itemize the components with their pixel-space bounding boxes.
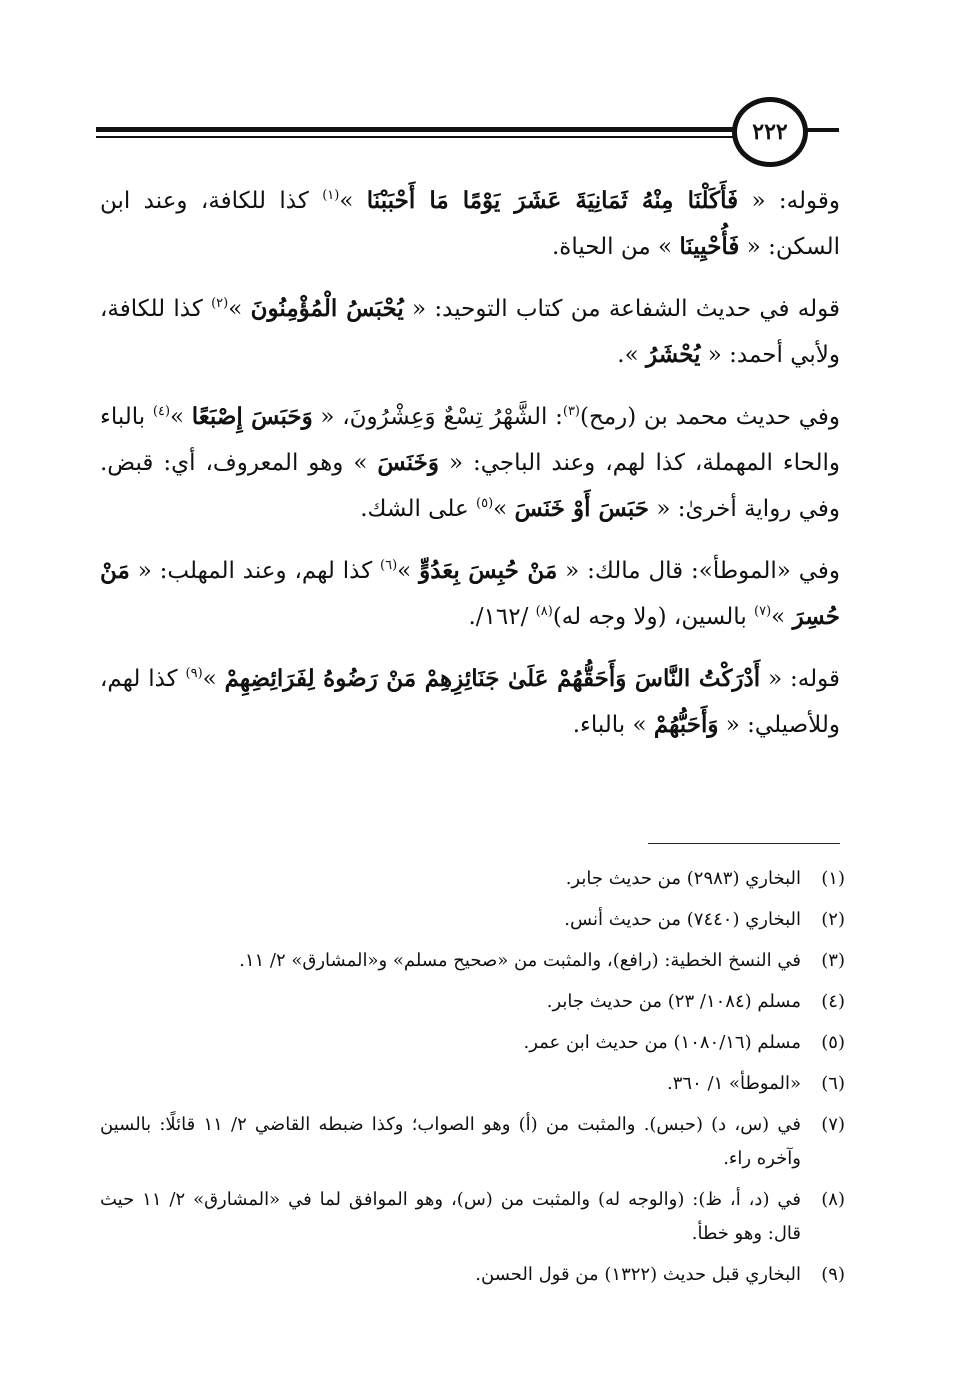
footnote-ref: (٦) (380, 558, 398, 573)
paragraph-text: كذا لهم، وعند المهلب: « (129, 558, 381, 584)
quoted-hadith-text: وَخَنَسَ (377, 449, 439, 476)
paragraph-text: على الشك. (360, 496, 476, 522)
footnote-number: (٢) (821, 909, 845, 930)
paragraph-text: كذا لهم، وللأصيلي: « (100, 666, 840, 738)
paragraph (100, 286, 840, 378)
paragraph-text: » (493, 496, 515, 522)
footnote-ref: (٥) (476, 496, 494, 511)
footnote-item (100, 862, 845, 896)
footnote-ref: (٣) (562, 404, 580, 419)
paragraph-text: وفي «الموطأ»: قال مالك: « (557, 558, 840, 584)
footnote-ref: (٨) (535, 604, 553, 619)
footnote-item (100, 1067, 845, 1101)
paragraph-text: » (339, 188, 367, 214)
page-number: ٢٢٢ (732, 97, 808, 167)
paragraph-text: كذا للكافة، ولأبي أحمد: « (100, 296, 840, 368)
paragraph-text: بالسين، (ولا وجه له) (552, 604, 755, 630)
footnote-ref: (١) (322, 188, 340, 203)
paragraph-text: وفي حديث محمد بن (رمح) (580, 404, 840, 430)
paragraph-text: كذا للكافة، وعند ابن السكن: « (100, 188, 840, 260)
footnotes (100, 862, 845, 1299)
footnote-item (100, 1108, 845, 1176)
paragraph-text: ». (617, 342, 646, 368)
footnote-number: (٦) (821, 1073, 845, 1094)
paragraph (100, 548, 840, 640)
footnote-text: مسلم (١٠٨٠/١٦) من حديث ابن عمر. (523, 1032, 801, 1053)
paragraph-text: » (771, 604, 793, 630)
quoted-hadith-text: وَأَحَبُّهُمْ (653, 711, 719, 738)
footnote-text: في (د، أ، ظ): (والوجه له) والمثبت من (س)، وهو الموافق لما في «المشارق» ٢/ ١١ حيث قال: وهو خطأ. (100, 1189, 801, 1244)
footnote-item (100, 1026, 845, 1060)
paragraph-text: » (170, 404, 192, 430)
header-rule-thick (96, 127, 739, 132)
footnote-text: في النسخ الخطية: (رافع)، والمثبت من «صحيح مسلم» و«المشارق» ٢/ ١١. (239, 950, 801, 971)
quoted-hadith-text: مَنْ حُسِرَ (100, 557, 840, 630)
footnote-separator (648, 843, 840, 844)
footnote-item (100, 944, 845, 978)
footnote-item (100, 1183, 845, 1251)
footnote-text: البخاري (٧٤٤٠) من حديث أنس. (564, 909, 801, 930)
footnote-number: (٧) (821, 1114, 845, 1135)
paragraph-text: بالباء والحاء المهملة، كذا لهم، وعند الباجي: « (100, 404, 840, 476)
paragraph-text: » بالباء. (572, 712, 654, 738)
quoted-hadith-text: وَحَبَسَ إِصْبَعًا (191, 403, 313, 430)
quoted-hadith-text: مَنْ حُبِسَ بِعَدُوٍّ (419, 557, 558, 584)
footnote-number: (٥) (821, 1032, 845, 1053)
main-text (100, 178, 840, 764)
footnote-number: (٩) (821, 1264, 845, 1285)
footnote-item (100, 1258, 845, 1292)
footnote-item (100, 985, 845, 1019)
header-rule-right (807, 128, 839, 132)
paragraph (100, 394, 840, 532)
quoted-hadith-text: فَأُحْيِينَا (679, 233, 740, 260)
footnote-item (100, 903, 845, 937)
footnote-number: (٣) (821, 950, 845, 971)
footnote-text: في (س، د) (حبس). والمثبت من (أ) وهو الصواب؛ وكذا ضبطه القاضي ٢/ ١١ قائلًا: بالسين وآخره راء. (100, 1114, 801, 1169)
paragraph (100, 656, 840, 748)
footnote-text: «الموطأ» ١/ ٣٦٠. (667, 1073, 801, 1094)
footnote-number: (٨) (821, 1189, 845, 1210)
footnote-text: البخاري (٢٩٨٣) من حديث جابر. (565, 868, 801, 889)
footnote-number: (١) (821, 868, 845, 889)
paragraph-text: /١٦٢/. (468, 604, 536, 630)
paragraph-text: قوله في حديث الشفاعة من كتاب التوحيد: « (403, 296, 840, 322)
paragraph-text: » من الحياة. (551, 234, 680, 260)
paragraph-text: » (397, 558, 420, 584)
quoted-hadith-text: يُحْشَرُ (646, 341, 701, 368)
footnote-text: مسلم (١٠٨٤/ ٢٣) من حديث جابر. (546, 991, 801, 1012)
quoted-hadith-text: أَدْرَكْتُ النَّاسَ وَأَحَقُّهُمْ عَلَىٰ جَنَائِزِهِمْ مَنْ رَضُوهُ لِفَرَائِضِهِمْ (224, 665, 761, 692)
paragraph (100, 178, 840, 270)
footnote-ref: (٩) (185, 666, 203, 681)
quoted-hadith-text: يُحْبَسُ الْمُؤْمِنُونَ (250, 295, 404, 322)
footnote-ref: (٢) (211, 296, 229, 311)
footnote-number: (٤) (821, 991, 845, 1012)
footnote-ref: (٤) (152, 404, 171, 419)
header-rule-thin (96, 136, 739, 138)
quoted-hadith-text: حَبَسَ أَوْ خَنَسَ (514, 495, 650, 522)
footnote-text: البخاري قبل حديث (١٣٢٢) من قول الحسن. (475, 1264, 801, 1285)
paragraph-text: وقوله: « (738, 188, 841, 214)
paragraph-text: » (202, 666, 225, 692)
footnote-ref: (٧) (754, 604, 772, 619)
quoted-hadith-text: فَأَكَلْنَا مِنْهُ ثَمَانِيَةَ عَشَرَ يَوْمًا مَا أَحْبَبْنَا (366, 187, 739, 214)
paragraph-text: قوله: « (760, 666, 840, 692)
paragraph-text: » (228, 296, 251, 322)
paragraph-text: : الشَّهْرُ تِسْعٌ وَعِشْرُونَ، « (312, 404, 563, 430)
paragraph-text: » وهو المعروف، أي: قبض. وفي رواية أخرىٰ: « (100, 450, 840, 522)
